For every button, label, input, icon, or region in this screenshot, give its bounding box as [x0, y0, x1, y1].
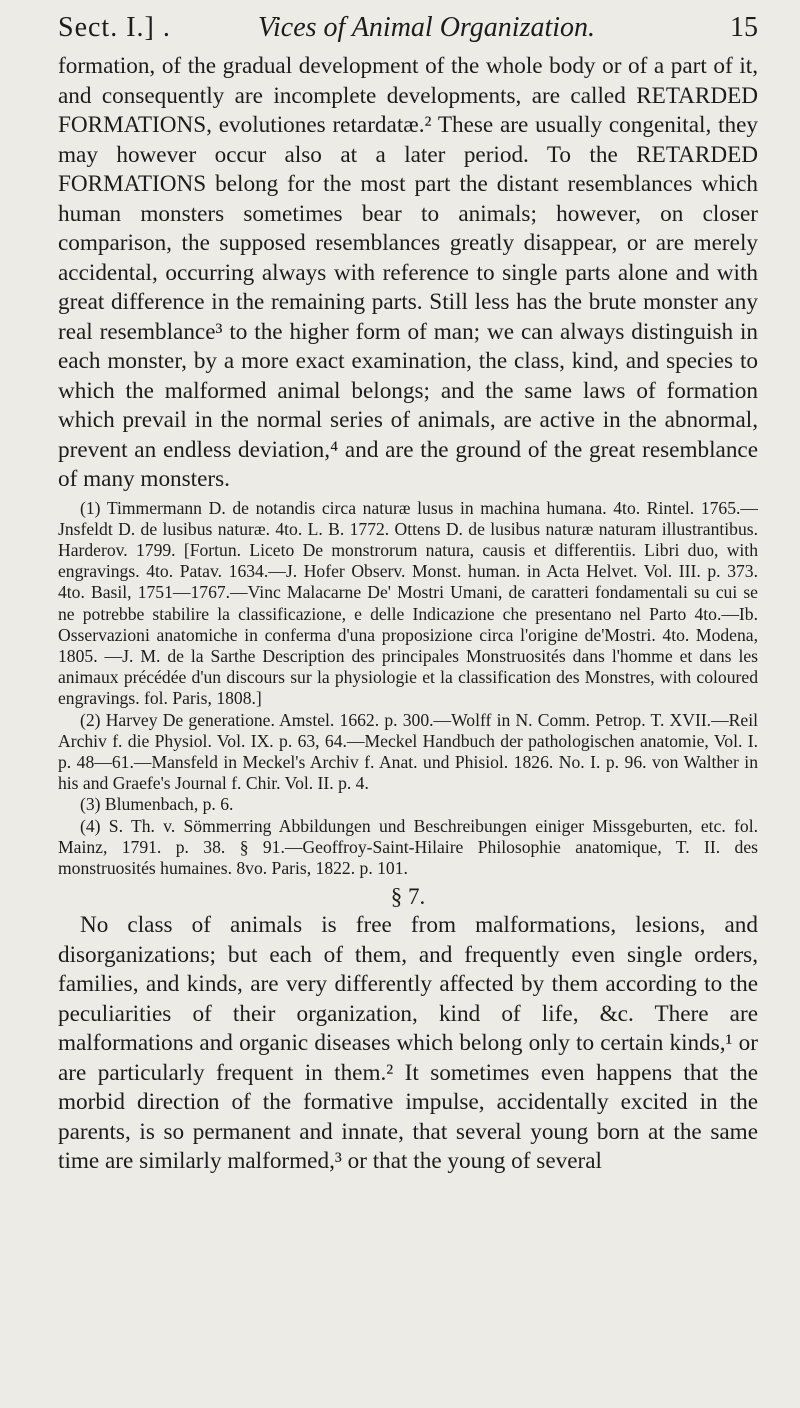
page-body — [58, 52, 758, 1177]
footnote-1: (1) Timmermann D. de notandis circa naturæ lusus in machina humana. 4to. Rintel. 1765.—Jnsfeldt D. de lusibus naturæ. 4to. L. B. 1772. Ottens D. de lusibus naturæ naturam illustrantibus. Harderov. 1799. [Fortun. Liceto De monstrorum natura, causis et differentiis. Libri duo, with engravings. 4to. Patav. 1634.—J. Hofer Observ. Monst. human. in Acta Helvet. Vol. III. p. 373. 4to. Basil, 1751—1767.—Vinc Malacarne De' Mostri Umani, de caratteri fondamentali su cui se ne potrebbe stabilire la classificazione, e delle Indicazione che presentano nel Parto 4to.—Ib. Osservazioni anatomiche in conferma d'una proposizione circa l'origine de'Mostri. 4to. Modena, 1805. —J. M. de la Sarthe Description des principales Monstruosités dans l'homme et dans les animaux précédée d'un discours sur la physiologie et la classification des Monstres, with coloured engravings. fol. Paris, 1808.] — [58, 497, 758, 709]
body-paragraph-2: No class of animals is free from malformations, lesions, and disorganizations; but each of them, and frequently even single orders, families, and kinds, are very differently affected by them according to the peculiarities of their organization, kind of life, &c. There are malformations and organic diseases which belong only to certain kinds,¹ or are particularly frequent in them.² It sometimes even happens that the morbid direction of the formative impulse, accidentally excited in the parents, is so permanent and innate, that several young born at the same time are similarly malformed,³ or that the young of several — [58, 912, 758, 1175]
footnotes — [58, 498, 758, 880]
section-label: Sect. I.] . — [58, 12, 171, 43]
page-number: 15 — [730, 12, 758, 43]
footnote-4: (4) S. Th. v. Sömmerring Abbildungen und Beschreibungen einiger Missgeburten, etc. fol. Mainz, 1791. p. 38. § 91.—Geoffroy-Saint-Hilaire Philosophie anatomique, T. II. des monstruosités humaines. 8vo. Paris, 1822. p. 101. — [58, 815, 758, 878]
section-heading: § 7. — [390, 884, 426, 910]
footnote-2: (2) Harvey De generatione. Amstel. 1662. p. 300.—Wolff in N. Comm. Petrop. T. XVII.—Reil Archiv f. die Physiol. Vol. IX. p. 63, 64.—Meckel Handbuch der pathologischen anatomie, Vol. I. p. 48—61.—Mansfeld in Meckel's Archiv f. Anat. und Phisiol. 1826. No. I. p. 96. von Walther in his and Graefe's Journal f. Chir. Vol. II. p. 4. — [58, 709, 758, 794]
footnote-3: (3) Blumenbach, p. 6. — [80, 794, 234, 815]
body-paragraph-1: formation, of the gradual development of the whole body or of a part of it, and consequently are incomplete developments, are called RETARDED FORMATIONS, evolutiones retardatæ.² These are usually congenital, they may however occur also at a later period. To the RETARDED FORMATIONS belong for the most part the distant resemblances which human monsters sometimes bear to animals; however, on closer comparison, the supposed resemblances greatly disappear, or are merely accidental, occurring always with reference to single parts alone and with great difference in the remaining parts. Still less has the brute monster any real resemblance³ to the higher form of man; we can always distinguish in each monster, by a more exact examination, the class, kind, and species to which the malformed animal belongs; and the same laws of formation which prevail in the normal series of animals, are active in the abnormal, prevent an endless deviation,⁴ and are the ground of the great resemblance of many monsters. — [58, 53, 758, 492]
running-title: Vices of Animal Organization. — [258, 12, 596, 43]
running-header — [58, 10, 758, 46]
